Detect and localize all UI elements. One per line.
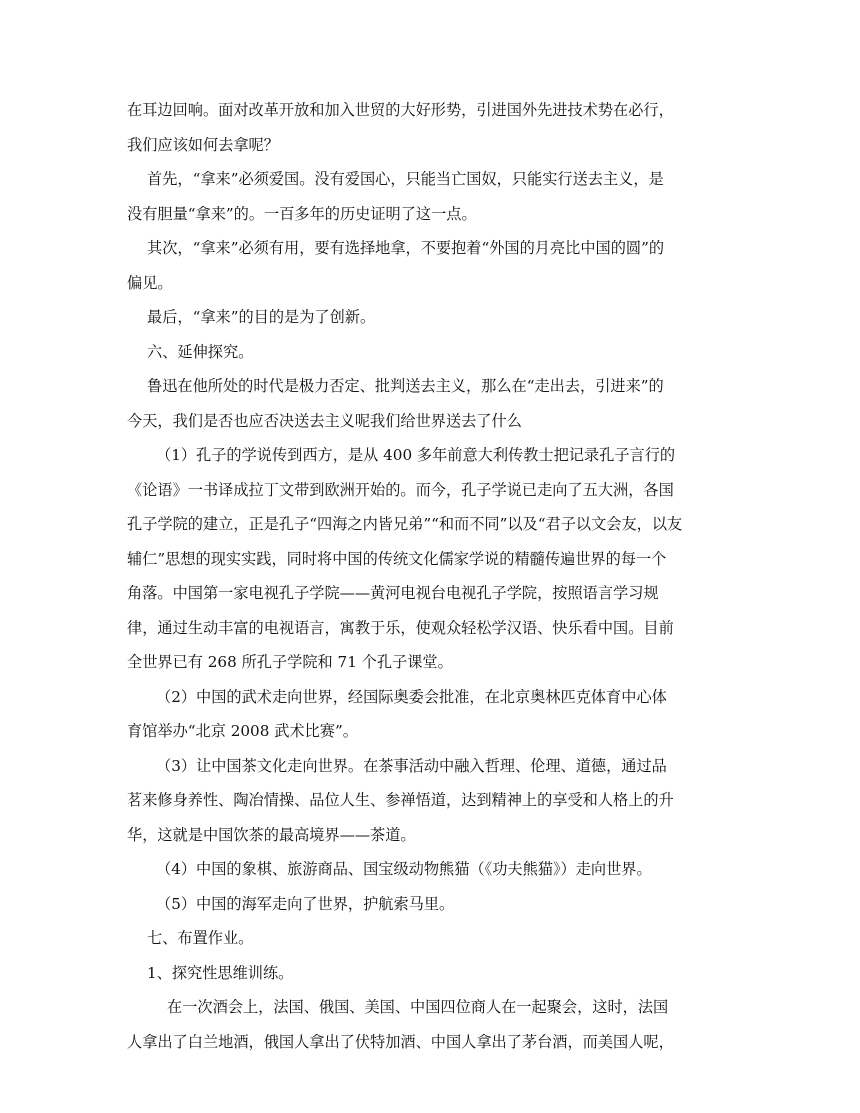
text-line: 《论语》一书译成拉丁文带到欧洲开始的。而今，孔子学说已走向了五大洲，各国: [127, 480, 674, 499]
text-line: 1、探究性思维训练。: [147, 963, 294, 982]
text-line: 鲁迅在他所处的时代是极力否定、批判送去主义，那么在“走出去，引进来”的: [147, 377, 664, 395]
text-line: （4）中国的象棋、旅游商品、国宝级动物熊猫（《功夫熊猫》）走向世界。: [156, 860, 652, 878]
text-line: 我们应该如何去拿呢？: [127, 135, 279, 154]
text-line: 角落。中国第一家电视孔子学院——黄河电视台电视孔子学院，按照语言学习规: [127, 584, 659, 602]
text-line: 七、布置作业。: [147, 929, 254, 947]
text-line: 辅仁”思想的现实实践，同时将中国的传统文化儒家学说的精髓传遍世界的每一个: [127, 549, 667, 568]
text-line: （5）中国的海军走向了世界，护航索马里。: [156, 894, 455, 913]
text-line: （2）中国的武术走向世界，经国际奥委会批准，在北京奥林匹克体育中心体: [156, 687, 667, 706]
text-line: 孔子学院的建立，正是孔子“四海之内皆兄弟”“和而不同”以及“君子以文会友，以友: [127, 515, 683, 533]
text-line: 全世界已有 268 所孔子学院和 71 个孔子课堂。: [127, 653, 453, 671]
text-line: 首先，“拿来”必须爱国。没有爱国心，只能当亡国奴，只能实行送去主义，是: [147, 170, 664, 188]
text-line: 其次，“拿来”必须有用，要有选择地拿，不要抱着“外国的月亮比中国的圆”的: [147, 239, 665, 257]
text-line: 律，通过生动丰富的电视语言，寓教于乐，使观众轻松学汉语、快乐看中国。目前: [127, 618, 674, 637]
text-line: 最后，“拿来”的目的是为了创新。: [147, 308, 376, 326]
text-line: 育馆举办“北京 2008 武术比赛”。: [127, 722, 358, 740]
text-line: 今天，我们是否也应否决送去主义呢我们给世界送去了什么: [127, 411, 522, 430]
text-line: 在耳边回响。面对改革开放和加入世贸的大好形势，引进国外先进技术势在必行，: [127, 101, 674, 119]
text-line: 人拿出了白兰地酒，俄国人拿出了伏特加酒、中国人拿出了茅台酒，而美国人呢，: [127, 1032, 674, 1051]
text-line: 偏见。: [127, 273, 173, 292]
text-line: 六、延伸探究。: [147, 342, 254, 361]
text-line: 在一次酒会上，法国、俄国、美国、中国四位商人在一起聚会，这时，法国: [167, 998, 669, 1016]
text-line: 没有胆量“拿来”的。一百多年的历史证明了这一点。: [127, 204, 477, 223]
text-line: 茗来修身养性、陶冶情操、品位人生、参禅悟道，达到精神上的享受和人格上的升: [127, 791, 674, 809]
text-line: 华，这就是中国饮茶的最高境界——茶道。: [127, 825, 416, 844]
text-line: （1）孔子的学说传到西方，是从 400 多年前意大利传教士把记录孔子言行的: [156, 446, 676, 464]
text-line: （3）让中国茶文化走向世界。在茶事活动中融入哲理、伦理、道德，通过品: [156, 756, 667, 775]
body-text: [127, 93, 733, 1059]
